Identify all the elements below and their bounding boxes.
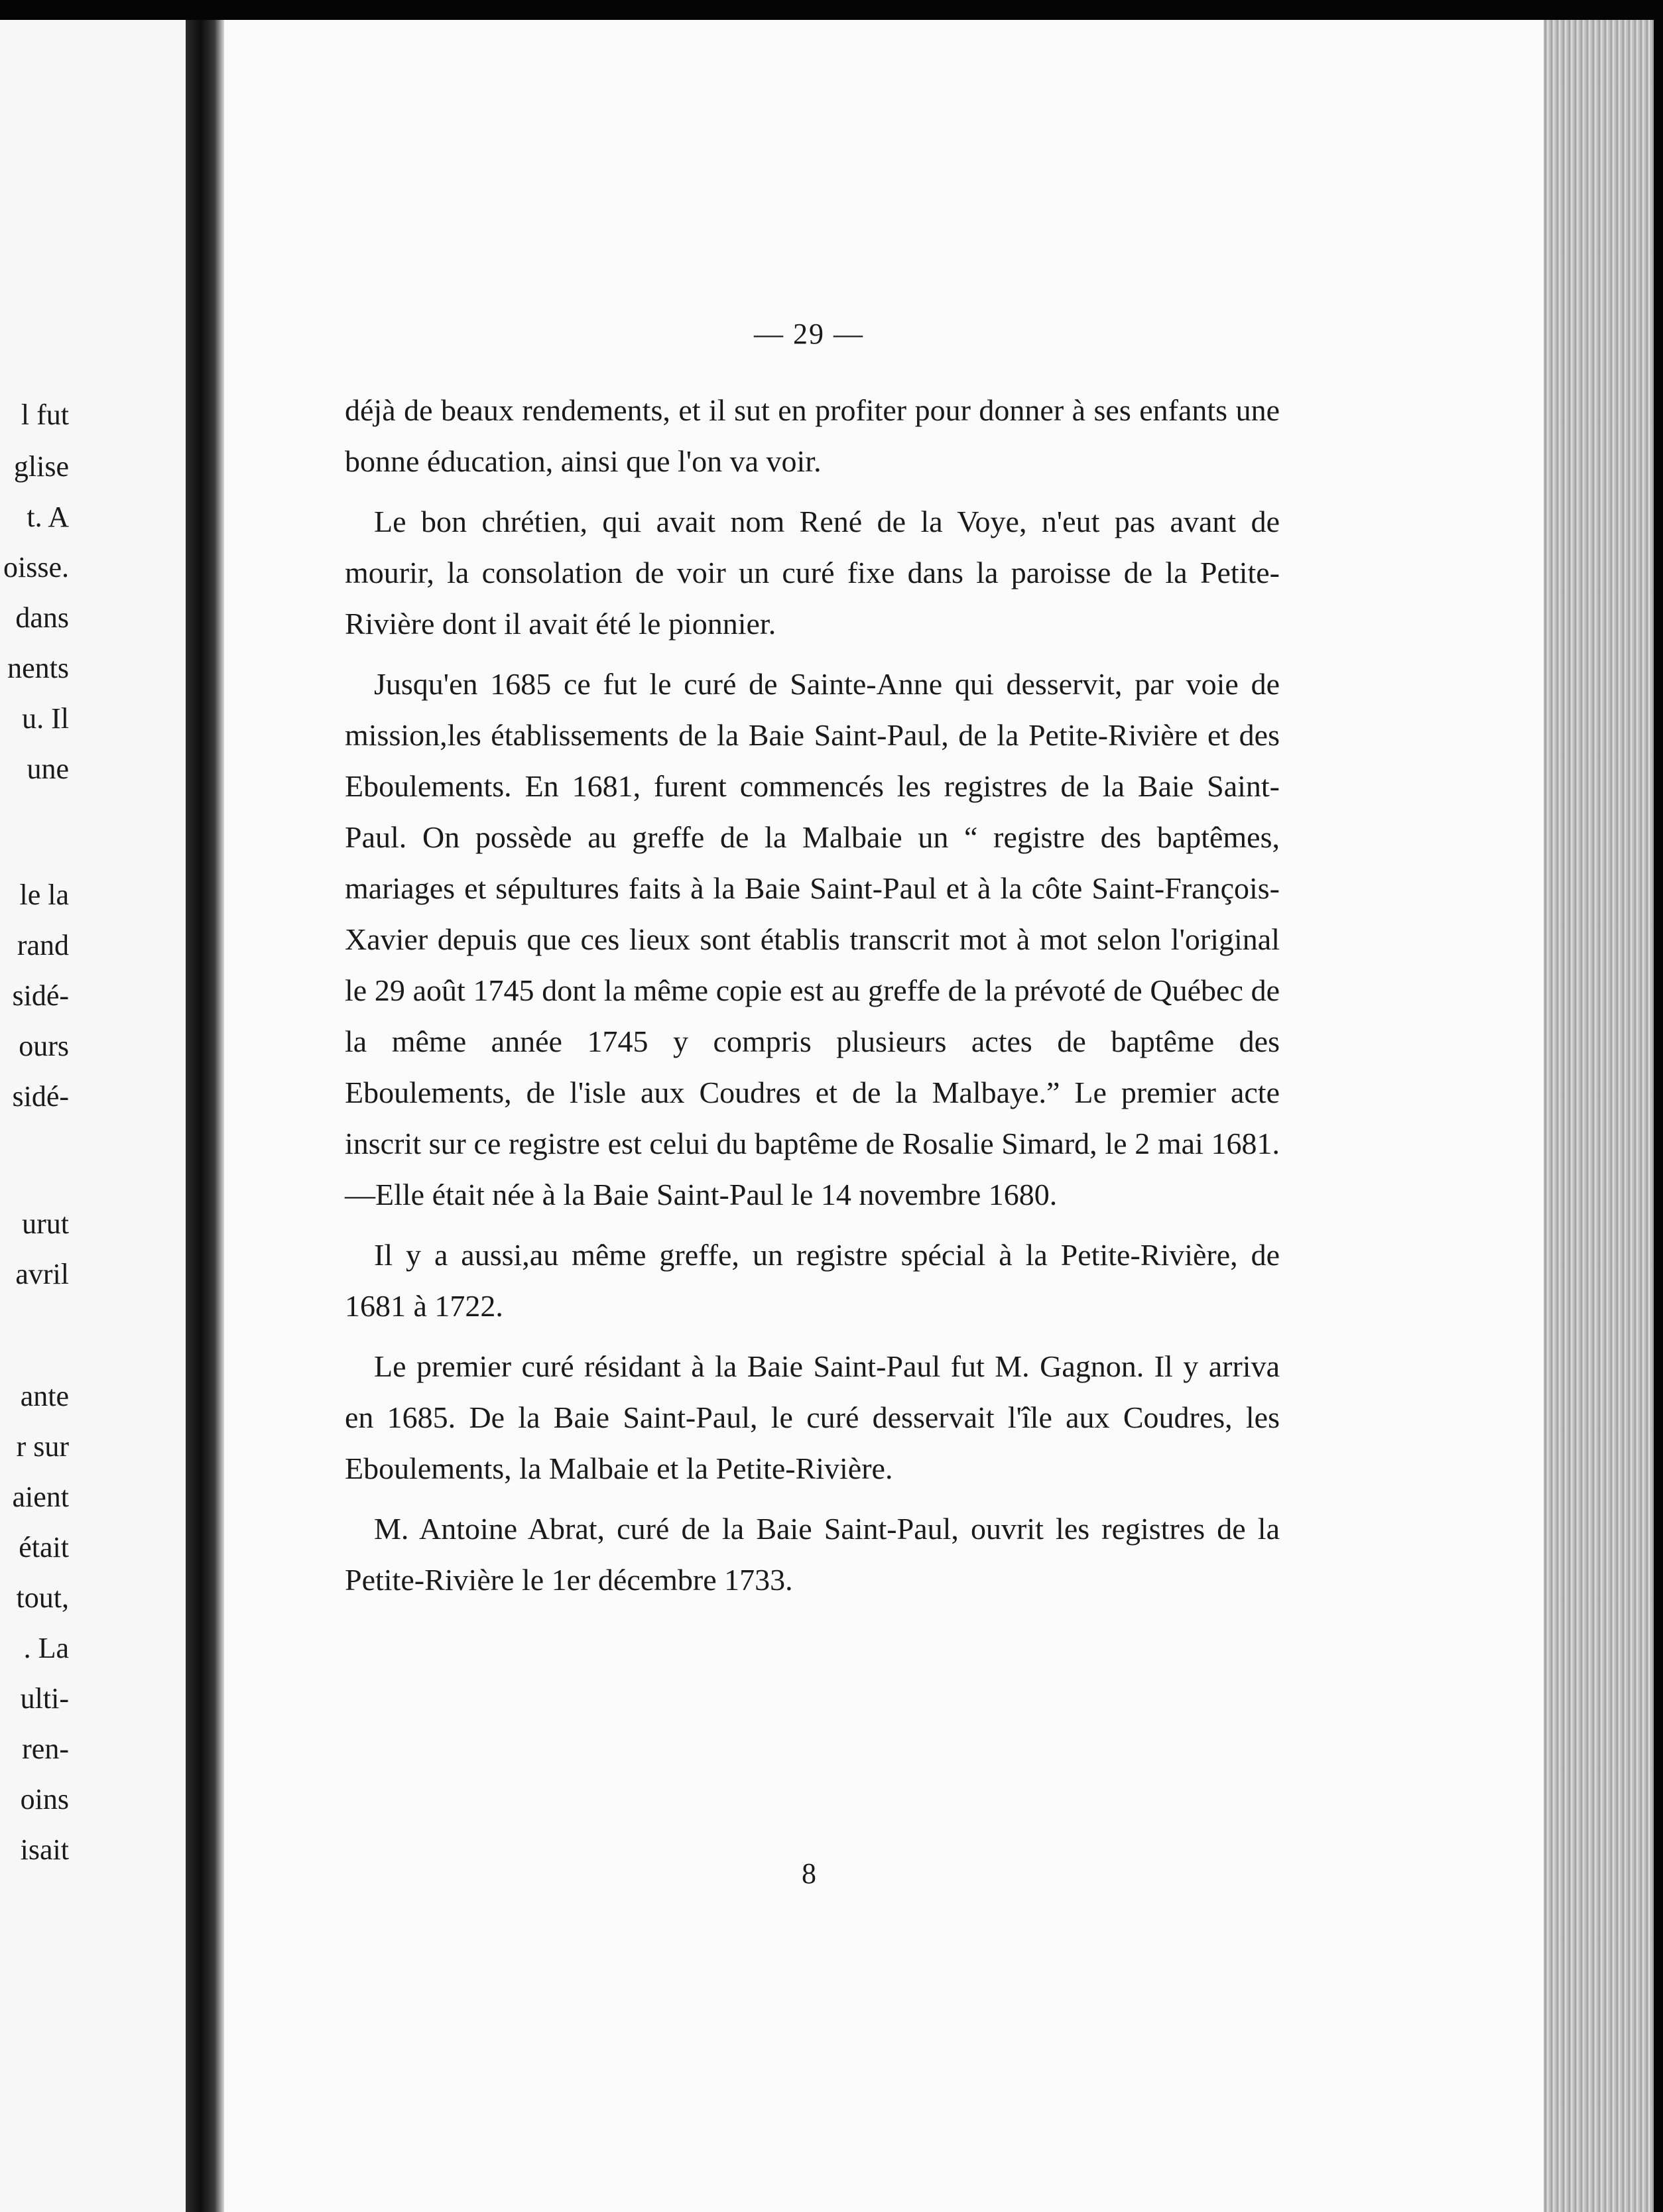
left-page-fragment: urut: [22, 1207, 69, 1240]
left-page-fragment: r sur: [16, 1430, 69, 1463]
left-page-fragment: le la: [19, 879, 69, 911]
left-page-fragment: glise: [13, 450, 69, 483]
left-page-fragment: ulti-: [20, 1682, 69, 1715]
left-page-fragment: tout,: [16, 1581, 69, 1614]
paragraph: Il y a aussi,au même greffe, un registre spécial à la Petite-Rivière, de 1681 à 1722.: [345, 1238, 1280, 1323]
left-page-fragment: ours: [19, 1030, 69, 1062]
body-text: [345, 385, 1280, 1615]
left-page-fragment: sidé-: [12, 979, 69, 1012]
scan-border-top: [0, 0, 1663, 20]
paragraph: Jusqu'en 1685 ce fut le curé de Sainte-Anne qui desservit, par voie de mission,les établissements de la Baie Saint-Paul, de la Petite-Rivière et des Eboulements. En 1681, furent commencés les registres de la Baie Saint-Paul. On possède au greffe de la Malbaie un “ registre des baptêmes, mariages et sépultures faits à la Baie Saint-Paul et à la côte Saint-François-Xavier depuis que ces lieux sont établis transcrit mot à mot selon l'original le 29 août 1745 dont la même copie est au greffe de la prévoté de Québec de la même année 1745 y compris plusieurs actes de baptême des Eboulements, de l'isle aux Coudres et de la Malbaye.” Le premier acte inscrit sur ce registre est celui du baptême de Rosalie Simard, le 2 mai 1681.—Elle était née à la Baie Saint-Paul le 14 novembre 1680.: [345, 667, 1280, 1211]
left-page-fragment: oisse.: [3, 551, 69, 584]
left-page-fragment: sidé-: [12, 1080, 69, 1113]
left-page-fragment: u. Il: [22, 702, 69, 735]
left-page-fragment: avril: [15, 1258, 69, 1290]
paragraph: Le bon chrétien, qui avait nom René de la Voye, n'eut pas avant de mourir, la consolation de voir un curé fixe dans la paroisse de la Petite-Rivière dont il avait été le pionnier.: [345, 505, 1280, 641]
left-page-fragment: dans: [15, 601, 69, 634]
left-page-fragment: une: [27, 753, 69, 785]
left-page-fragment: ren-: [22, 1733, 69, 1765]
left-page-fragment: nents: [7, 652, 69, 684]
left-page-fragment: aient: [12, 1481, 69, 1513]
left-page-fragment: t. A: [27, 501, 69, 533]
page-edges: [1544, 20, 1654, 2212]
left-page-fragment: oins: [20, 1783, 69, 1815]
page-number: — 29 —: [754, 318, 864, 350]
paragraph: Le premier curé résidant à la Baie Saint-Paul fut M. Gagnon. Il y arriva en 1685. De la Baie Saint-Paul, le curé desservait l'île aux Coudres, les Eboulements, la Malbaie et la Petite-Rivière.: [345, 1349, 1280, 1485]
left-page-fragment: rand: [17, 929, 69, 961]
left-page-edge: [0, 20, 186, 2212]
book-gutter: [186, 20, 224, 2212]
scan-border-right: [1654, 0, 1663, 2212]
left-page-fragment: l fut: [21, 399, 69, 431]
signature-mark: 8: [802, 1857, 816, 1890]
left-page-fragment: . La: [23, 1632, 69, 1664]
paragraph: M. Antoine Abrat, curé de la Baie Saint-Paul, ouvrit les registres de la Petite-Rivière le 1er décembre 1733.: [345, 1512, 1280, 1597]
left-page-fragment: ante: [20, 1380, 69, 1412]
left-page-fragment: isait: [20, 1833, 69, 1866]
paragraph: déjà de beaux rendements, et il sut en profiter pour donner à ses enfants une bonne éducation, ainsi que l'on va voir.: [345, 393, 1280, 478]
left-page-fragment: était: [19, 1531, 69, 1564]
